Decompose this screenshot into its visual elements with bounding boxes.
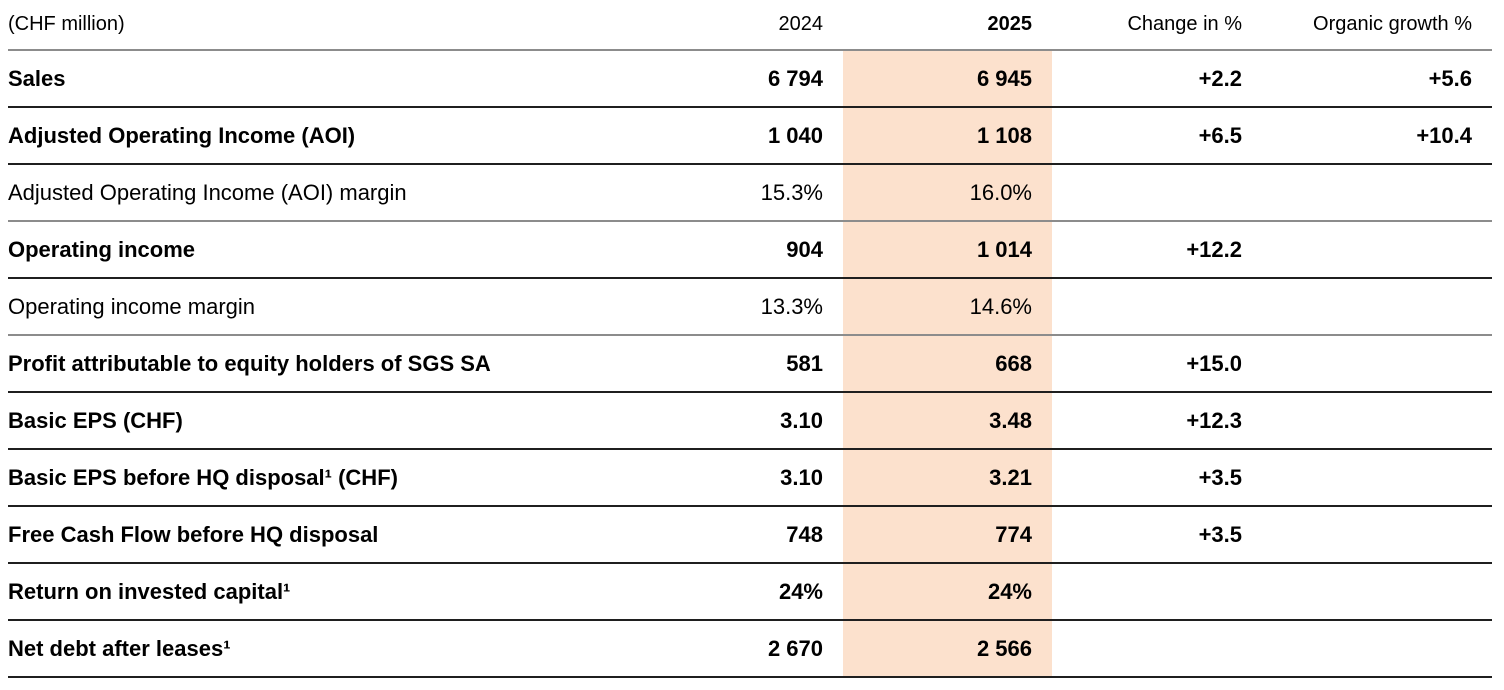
value-change: +2.2: [1198, 65, 1242, 91]
row-label: Return on invested capital¹: [8, 578, 291, 604]
column-header-organic-growth: Organic growth %: [1313, 13, 1472, 35]
value-2025: 1 108: [843, 108, 1052, 163]
value-2024: 581: [786, 350, 823, 376]
row-label: Basic EPS (CHF): [8, 407, 183, 433]
value-2025: 2 566: [843, 621, 1052, 676]
row-label: Basic EPS before HQ disposal¹ (CHF): [8, 464, 398, 490]
value-2024: 15.3%: [760, 179, 823, 205]
column-header-change: Change in %: [1127, 13, 1242, 35]
value-2025: 3.48: [843, 393, 1052, 448]
value-change: +3.5: [1198, 521, 1242, 547]
value-change: +6.5: [1198, 122, 1242, 148]
column-header-2024: 2024: [778, 13, 823, 35]
value-2025: 774: [843, 507, 1052, 562]
row-label: Operating income margin: [8, 293, 256, 319]
row-label: Adjusted Operating Income (AOI) margin: [8, 179, 407, 205]
table-row-operating-income: [8, 222, 1492, 279]
value-2024: 2 670: [767, 635, 823, 661]
table-row-return-on-invested-capital: [8, 564, 1492, 621]
row-label: Free Cash Flow before HQ disposal: [8, 521, 379, 547]
value-2024: 904: [786, 236, 823, 262]
value-2025: 6 945: [843, 51, 1052, 106]
table-row-aoi-margin: [8, 165, 1492, 222]
value-2024: 3.10: [780, 407, 823, 433]
table-row-profit-attributable: [8, 336, 1492, 393]
value-2025: 1 014: [843, 222, 1052, 277]
value-2025: 14.6%: [843, 279, 1052, 334]
table-row-basic-eps-before-hq-disposal: [8, 450, 1492, 507]
value-2024: 3.10: [780, 464, 823, 490]
table-row-net-debt-after-leases: [8, 621, 1492, 678]
value-organic-growth: +10.4: [1416, 122, 1472, 148]
value-organic-growth: +5.6: [1428, 65, 1472, 91]
table-row-adjusted-operating-income: [8, 108, 1492, 165]
value-2024: 748: [786, 521, 823, 547]
value-2025: 16.0%: [843, 165, 1052, 220]
table-header-row: [8, 0, 1492, 51]
unit-label: (CHF million): [8, 13, 125, 35]
table-row-basic-eps: [8, 393, 1492, 450]
financial-highlights-table: [8, 0, 1492, 678]
value-2024: 6 794: [767, 65, 823, 91]
column-header-2025: 2025: [987, 13, 1032, 35]
value-change: +15.0: [1186, 350, 1242, 376]
value-2024: 13.3%: [760, 293, 823, 319]
value-change: +12.3: [1186, 407, 1242, 433]
table-row-operating-income-margin: [8, 279, 1492, 336]
value-2025: 3.21: [843, 450, 1052, 505]
value-change: +3.5: [1198, 464, 1242, 490]
row-label: Sales: [8, 65, 66, 91]
value-2025: 24%: [843, 564, 1052, 619]
table-row-free-cash-flow: [8, 507, 1492, 564]
value-2024: 24%: [778, 578, 823, 604]
value-change: +12.2: [1186, 236, 1242, 262]
row-label: Operating income: [8, 236, 196, 262]
row-label: Adjusted Operating Income (AOI): [8, 122, 356, 148]
value-2024: 1 040: [767, 122, 823, 148]
value-2025: 668: [843, 336, 1052, 391]
table-row-sales: [8, 51, 1492, 108]
row-label: Net debt after leases¹: [8, 635, 231, 661]
row-label: Profit attributable to equity holders of SGS SA: [8, 350, 491, 376]
